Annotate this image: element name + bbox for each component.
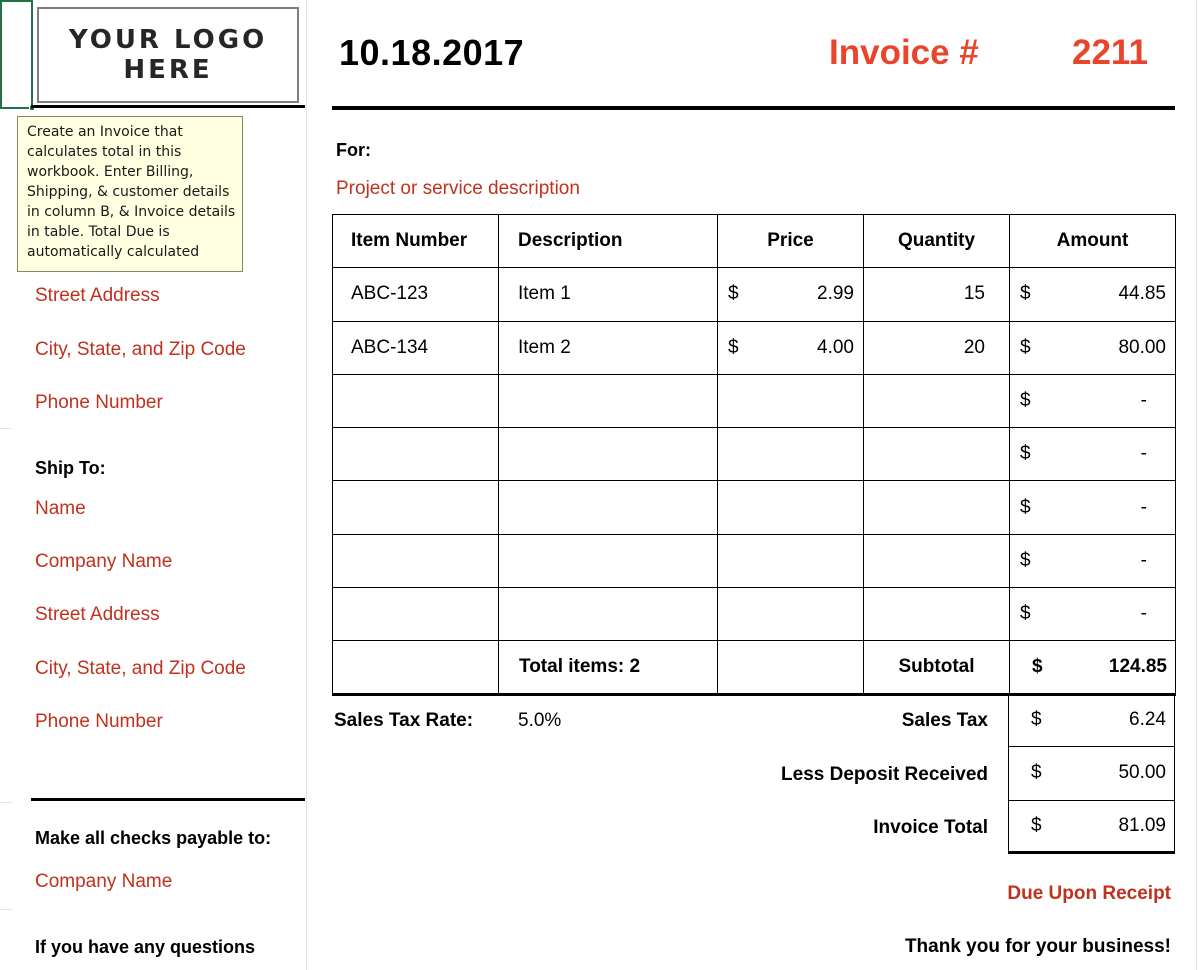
description-cell[interactable]: Item 2	[499, 321, 718, 374]
checks-divider	[31, 798, 305, 801]
logo-text: YOUR LOGO HERE	[68, 25, 268, 85]
table-row	[333, 481, 1176, 534]
checks-company[interactable]: Company Name	[35, 871, 173, 892]
description-cell[interactable]: Item 1	[499, 268, 718, 321]
sales-tax-rate-value[interactable]: 5.0%	[518, 710, 562, 731]
table-row	[333, 588, 1176, 641]
price-value: 4.00	[817, 336, 854, 358]
table-header-row	[333, 215, 1176, 268]
ship-to-city[interactable]: City, State, and Zip Code	[35, 658, 246, 679]
item-number-cell[interactable]	[333, 428, 499, 481]
logo-underline	[31, 105, 305, 108]
price-cell[interactable]	[718, 534, 864, 587]
sales-tax-value: 6.24	[1129, 709, 1166, 731]
project-description[interactable]: Project or service description	[336, 178, 580, 199]
due-upon-receipt: Due Upon Receipt	[1007, 883, 1171, 904]
header-underline	[332, 106, 1175, 110]
gridline	[306, 0, 307, 970]
quantity-cell[interactable]	[864, 534, 1010, 587]
ship-to-street[interactable]: Street Address	[35, 604, 160, 625]
item-number-cell[interactable]: ABC-123	[333, 268, 499, 321]
price-cell[interactable]	[718, 268, 864, 321]
table-row	[333, 374, 1176, 427]
description-cell[interactable]	[499, 428, 718, 481]
quantity-cell[interactable]	[864, 374, 1010, 427]
gridline	[1196, 0, 1197, 970]
subtotal-cell	[1010, 641, 1176, 694]
currency-symbol: $	[1032, 656, 1043, 678]
item-number-cell[interactable]	[333, 481, 499, 534]
amount-cell	[1010, 481, 1176, 534]
gridline	[0, 802, 12, 803]
ship-to-company[interactable]: Company Name	[35, 551, 173, 572]
quantity-cell[interactable]: 20	[864, 321, 1010, 374]
amount-cell	[1010, 374, 1176, 427]
quantity-cell[interactable]	[864, 428, 1010, 481]
amount-value: -	[1140, 443, 1147, 465]
bill-to-phone[interactable]: Phone Number	[35, 392, 163, 413]
subtotal-label: Subtotal	[864, 641, 1010, 694]
invoice-items-table	[332, 214, 1176, 696]
currency-symbol: $	[1020, 603, 1031, 625]
ship-to-heading: Ship To:	[35, 458, 106, 478]
currency-symbol: $	[1020, 443, 1031, 465]
sales-tax-rate-label: Sales Tax Rate:	[334, 710, 474, 731]
amount-value: -	[1140, 603, 1147, 625]
description-cell[interactable]	[499, 588, 718, 641]
currency-symbol: $	[728, 336, 739, 358]
price-cell[interactable]	[718, 588, 864, 641]
amount-value: -	[1140, 549, 1147, 571]
ship-to-name[interactable]: Name	[35, 498, 86, 519]
description-cell[interactable]	[499, 534, 718, 587]
currency-symbol: $	[1020, 496, 1031, 518]
checks-heading: Make all checks payable to:	[35, 828, 272, 848]
logo-placeholder[interactable]	[37, 7, 299, 103]
currency-symbol: $	[1020, 549, 1031, 571]
column-header-description: Description	[499, 215, 718, 268]
currency-symbol: $	[1020, 336, 1031, 358]
subtotal-row	[333, 641, 1176, 694]
currency-symbol: $	[728, 283, 739, 305]
for-label: For:	[336, 140, 371, 160]
quantity-cell[interactable]	[864, 588, 1010, 641]
item-number-cell[interactable]: ABC-134	[333, 321, 499, 374]
sales-tax-label: Sales Tax	[901, 710, 988, 731]
currency-symbol: $	[1031, 762, 1042, 784]
item-number-cell[interactable]	[333, 588, 499, 641]
currency-symbol: $	[1020, 390, 1031, 412]
bill-to-city[interactable]: City, State, and Zip Code	[35, 339, 246, 360]
ship-to-phone[interactable]: Phone Number	[35, 711, 163, 732]
amount-value: 80.00	[1118, 336, 1166, 358]
invoice-number[interactable]: 2211	[1072, 33, 1148, 72]
currency-symbol: $	[1020, 283, 1031, 305]
summary-box	[1008, 694, 1175, 854]
total-items: Total items: 2	[499, 641, 718, 694]
currency-symbol: $	[1031, 814, 1042, 836]
gridline	[0, 909, 12, 910]
sales-tax-row	[1009, 694, 1174, 747]
column-header-amount: Amount	[1010, 215, 1176, 268]
currency-symbol: $	[1031, 709, 1042, 731]
invoice-total-value: 81.09	[1118, 814, 1166, 836]
quantity-cell[interactable]	[864, 481, 1010, 534]
price-cell[interactable]	[718, 428, 864, 481]
quantity-cell[interactable]: 15	[864, 268, 1010, 321]
column-header-quantity: Quantity	[864, 215, 1010, 268]
subtotal-value: 124.85	[1108, 656, 1167, 678]
price-cell[interactable]	[718, 374, 864, 427]
table-row	[333, 534, 1176, 587]
table-row	[333, 268, 1176, 321]
item-number-cell[interactable]	[333, 534, 499, 587]
amount-cell	[1010, 588, 1176, 641]
deposit-row[interactable]	[1009, 747, 1174, 800]
price-cell[interactable]	[718, 321, 864, 374]
bill-to-street[interactable]: Street Address	[35, 285, 160, 306]
gridline	[0, 428, 12, 429]
empty-cell	[718, 641, 864, 694]
empty-cell	[333, 641, 499, 694]
comment-tooltip: Create an Invoice that calculates total in this workbook. Enter Billing, Shipping, & customer details in column B, & Invoice details in table. Total Due is automatically calculated	[17, 116, 243, 272]
price-value: 2.99	[817, 283, 854, 305]
column-header-item-number: Item Number	[333, 215, 499, 268]
invoice-total-row	[1009, 801, 1174, 854]
item-number-cell[interactable]	[333, 374, 499, 427]
invoice-date[interactable]: 10.18.2017	[339, 32, 525, 73]
thank-you-message: Thank you for your business!	[904, 936, 1171, 957]
amount-value: 44.85	[1118, 283, 1166, 305]
amount-value: -	[1140, 496, 1147, 518]
table-row	[333, 321, 1176, 374]
price-cell[interactable]	[718, 481, 864, 534]
amount-cell	[1010, 428, 1176, 481]
description-cell[interactable]	[499, 374, 718, 427]
invoice-label: Invoice #	[829, 33, 979, 72]
description-cell[interactable]	[499, 481, 718, 534]
table-row	[333, 428, 1176, 481]
invoice-total-label: Invoice Total	[873, 817, 988, 838]
questions-text: If you have any questions	[35, 937, 256, 957]
amount-cell	[1010, 321, 1176, 374]
deposit-value[interactable]: 50.00	[1118, 762, 1166, 784]
amount-cell	[1010, 534, 1176, 587]
deposit-label: Less Deposit Received	[781, 764, 988, 785]
column-header-price: Price	[718, 215, 864, 268]
selected-cell[interactable]	[0, 0, 33, 109]
amount-cell	[1010, 268, 1176, 321]
amount-value: -	[1140, 390, 1147, 412]
